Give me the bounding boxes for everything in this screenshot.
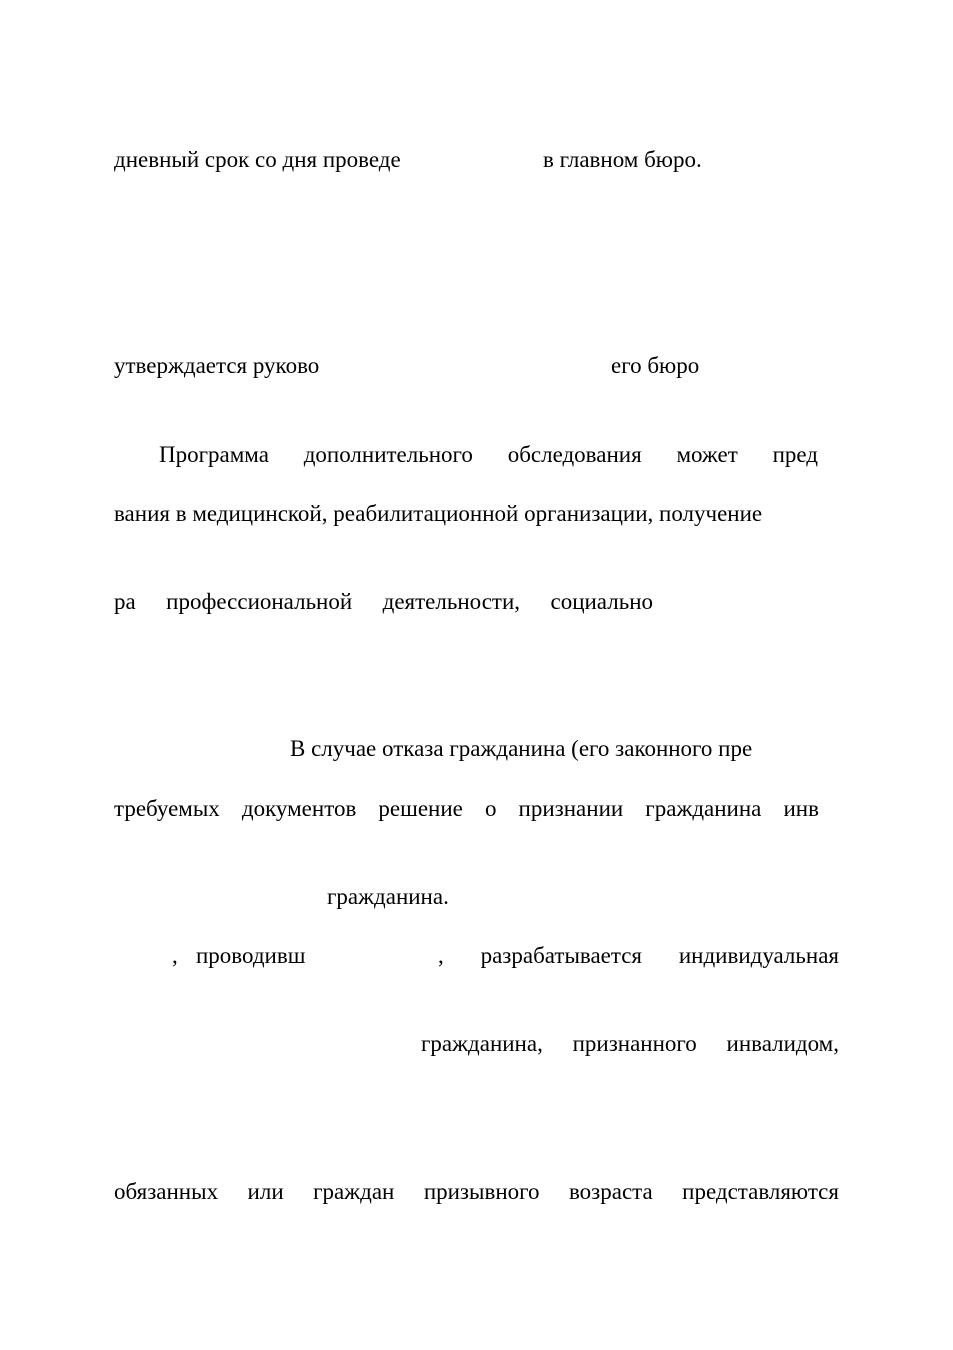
word: представляются [682, 1179, 839, 1204]
word: документов [241, 796, 357, 821]
word: индивидуальная [678, 943, 839, 968]
word: о [484, 796, 497, 821]
text-line-9b: проводивш [196, 943, 306, 968]
text-line-11 [114, 1180, 839, 1203]
word: граждан [313, 1179, 395, 1204]
word: профессиональной [166, 589, 353, 614]
word: признании [518, 796, 624, 821]
text-line-10 [421, 1032, 839, 1055]
word: ра [114, 589, 136, 614]
word: обследования [507, 442, 642, 467]
word: разрабатывается [480, 943, 642, 968]
text-line-1a: дневный срок со дня проведе [114, 147, 401, 172]
word: инв [783, 796, 819, 821]
word: пред [772, 442, 818, 467]
word: признанного [572, 1031, 697, 1056]
word: инвалидом, [726, 1031, 839, 1056]
text-line-9c [438, 944, 839, 967]
word: гражданина, [421, 1031, 543, 1056]
word: социально [550, 589, 653, 614]
text-line-6: В случае отказа гражданина (его законного пре [290, 736, 753, 761]
text-line-3 [159, 443, 818, 466]
text-line-4: вания в медицинской, реабилитационной организации, получение [114, 501, 763, 526]
word: обязанных [114, 1179, 219, 1204]
text-line-7 [114, 797, 819, 820]
text-line-9a: , [172, 943, 178, 968]
text-line-8: гражданина. [327, 884, 449, 909]
word: , [438, 943, 444, 968]
word: Программа [159, 442, 269, 467]
word: может [676, 442, 738, 467]
word: или [247, 1179, 284, 1204]
word: дополнительного [303, 442, 473, 467]
word: решение [378, 796, 463, 821]
word: деятельности, [382, 589, 521, 614]
text-line-1b: в главном бюро. [543, 147, 702, 172]
word: требуемых [114, 796, 220, 821]
text-line-2b: его бюро [611, 353, 700, 378]
word: призывного [423, 1179, 540, 1204]
word: возраста [568, 1179, 653, 1204]
word: гражданина [645, 796, 762, 821]
text-line-2a: утверждается руково [114, 353, 320, 378]
text-line-5 [114, 590, 653, 613]
